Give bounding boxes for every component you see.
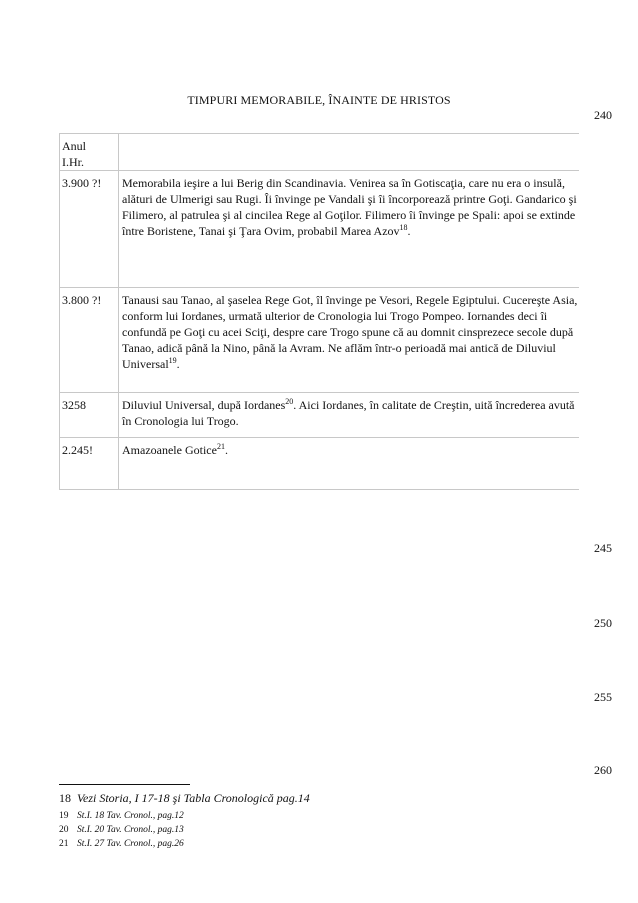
event-cell bbox=[119, 288, 580, 393]
footnote-number: 20 bbox=[59, 825, 69, 835]
table-header-row bbox=[60, 134, 580, 171]
event-text-end: . bbox=[407, 224, 411, 238]
footnote-ref: 18 bbox=[399, 223, 408, 232]
event-text-end: . Aici Iordanes, în calitate de Creştin, uită încrederea avută în Cronologia lui Trogo. bbox=[122, 398, 575, 428]
footnote-number: 19 bbox=[59, 811, 69, 821]
year-header-label: I.Hr. bbox=[62, 155, 84, 169]
event-header-cell bbox=[119, 134, 580, 171]
line-number: 240 bbox=[594, 108, 612, 122]
year-cell: 3.800 ?! bbox=[60, 288, 119, 393]
footnote-text: St.I. 18 Tav. Cronol., pag.12 bbox=[77, 811, 184, 821]
footnote-ref: 21 bbox=[216, 442, 225, 451]
year-cell: 3.900 ?! bbox=[60, 171, 119, 288]
footnote bbox=[59, 791, 310, 806]
table-row bbox=[60, 393, 580, 438]
table-row bbox=[60, 171, 580, 288]
line-number: 260 bbox=[594, 763, 612, 777]
footnote-text: Vezi Storia, I 17-18 şi Tabla Cronologică pag.14 bbox=[77, 791, 310, 805]
table-row bbox=[60, 288, 580, 393]
year-header-label: Anul bbox=[62, 139, 86, 153]
line-number: 250 bbox=[594, 616, 612, 630]
page-title: TIMPURI MEMORABILE, ÎNAINTE DE HRISTOS bbox=[187, 93, 451, 107]
footnote-number: 21 bbox=[59, 839, 69, 849]
footnote-ref: 20 bbox=[285, 397, 294, 406]
event-text: Tanausi sau Tanao, al şaselea Rege Got, îl învinge pe Vesori, Regele Egiptului. Cucereşte Asia, conform lui Iordanes, urmată ulterior de Cronologia lui Trogo Pompeo. Iornandes deci îi confundă pe Goţi cu acei Sciţi, despre care Trogo spune că au domnit cinsprezece secole după Tanao, adică până la Nino, până la Avram. Ne aflăm într-o perioadă mai antică de Diluviul Universal bbox=[122, 293, 578, 371]
footnote bbox=[59, 839, 184, 849]
footnote-text: St.I. 27 Tav. Cronol., pag.26 bbox=[77, 839, 184, 849]
year-header-cell bbox=[60, 134, 119, 171]
event-text: Memorabila ieşire a lui Berig din Scandinavia. Venirea sa în Gotiscaţia, care nu era o insulă, alături de Ulmerigi sau Rugi. Îi învinge pe Vandali şi îi încorporează printre Goţi. Gandarico şi Filimero, al patrulea şi al cincilea Rege al Goţilor. Filimero îi învinge pe Spali: apoi se extinde între Boristene, Tanai şi Ţara Ovim, probabil Marea Azov bbox=[122, 176, 577, 238]
footnote bbox=[59, 825, 184, 835]
table-row bbox=[60, 438, 580, 490]
footnote-ref: 19 bbox=[168, 356, 177, 365]
event-text-end: . bbox=[176, 357, 180, 371]
event-cell bbox=[119, 393, 580, 438]
event-text: Amazoanele Gotice bbox=[122, 443, 217, 457]
chronology-table bbox=[59, 133, 579, 490]
footnote-text: St.I. 20 Tav. Cronol., pag.13 bbox=[77, 825, 184, 835]
line-number: 245 bbox=[594, 541, 612, 555]
year-cell: 2.245! bbox=[60, 438, 119, 490]
line-number: 255 bbox=[594, 690, 612, 704]
footnote-number: 18 bbox=[59, 791, 71, 805]
event-text-end: . bbox=[224, 443, 228, 457]
event-cell bbox=[119, 171, 580, 288]
footnote-separator bbox=[59, 784, 190, 785]
event-cell bbox=[119, 438, 580, 490]
year-cell: 3258 bbox=[60, 393, 119, 438]
event-text: Diluviul Universal, după Iordanes bbox=[122, 398, 286, 412]
footnote bbox=[59, 811, 184, 821]
